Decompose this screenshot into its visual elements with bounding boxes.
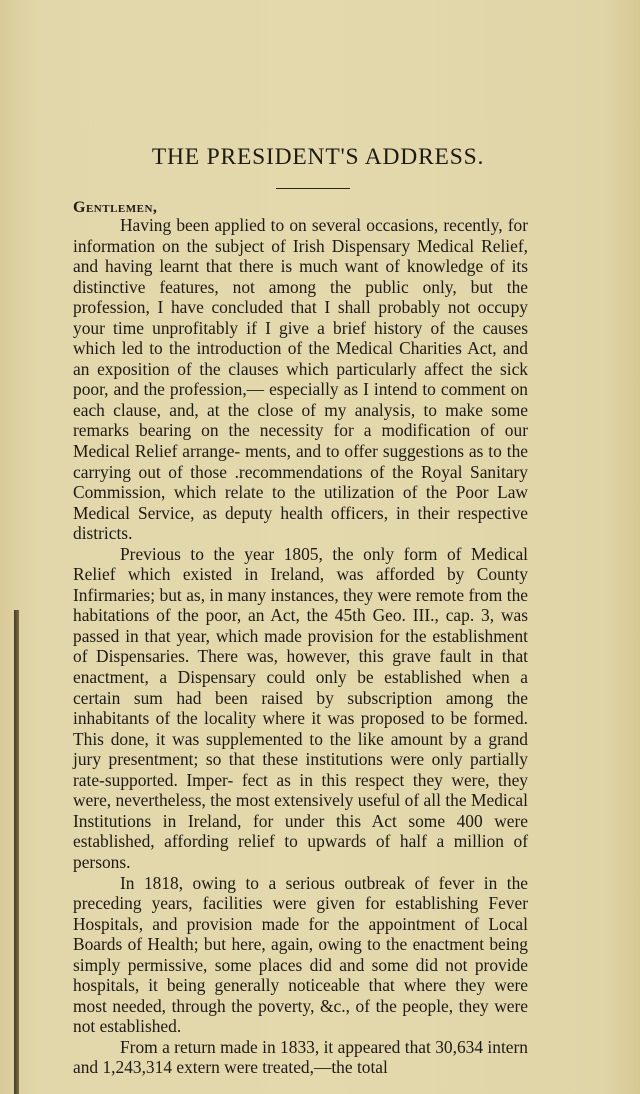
salutation: Gentlemen,: [73, 199, 158, 216]
binding-edge: [14, 610, 19, 1094]
page-title: THE PRESIDENT'S ADDRESS.: [151, 144, 485, 170]
paragraph-4: From a return made in 1833, it appeared that 30,634 intern and 1,243,314 extern were treated,—the total: [73, 1036, 528, 1078]
paragraph-3: In 1818, owing to a serious outbreak of fever in the preceding years, facilities were given for establishing Fever Hospitals, and provision made for the appointment of Local Boards of Health; but here, again, owing to the enactment being simply permissive, some places did and some did not provide hospitals, it being generally noticeable that where they were most needed, through the poverty, &c., of the people, they were not established.: [73, 872, 528, 1037]
paragraph-1: Having been applied to on several occasions, recently, for information on the subject of Irish Dispensary Medical Relief, and having learnt that there is much want of knowledge of its distinctive features, not among the public only, but the profession, I have concluded that I shall probably not occupy your time unprofitably if I give a brief history of the causes which led to the introduction of the Medical Charities Act, and an exposition of the clauses which particularly affect the sick poor, and the profession,— especially as I intend to comment on each clause, and, at the close of my analysis, to make some remarks bearing on the necessity for a modification of our Medical Relief arrange- ments, and to offer suggestions as to the carrying out of those .recommendations of the Royal Sanitary Commission, which relate to the utilization of the Poor Law Medical Service, as deputy health officers, in their respective districts.: [73, 215, 528, 544]
title-rule: [276, 188, 350, 189]
body-text: [73, 215, 528, 1078]
paragraph-2: Previous to the year 1805, the only form of Medical Relief which existed in Ireland, was afforded by County Infirmaries; but as, in many instances, they were remote from the habitations of the poor, an Act, the 45th Geo. III., cap. 3, was passed in that year, which made provision for the establishment of Dispensaries. There was, however, this grave fault in that enactment, a Dispensary could only be established when a certain sum had been raised by subscription among the inhabitants of the locality where it was proposed to be formed. This done, it was supplemented to the like amount by a grand jury presentment; so that these institutions were only partially rate-supported. Imper- fect as in this respect they were, they were, nevertheless, the most extensively useful of all the Medical Institutions in Ireland, for under this Act some 400 were established, affording relief to upwards of half a million of persons.: [73, 543, 528, 872]
